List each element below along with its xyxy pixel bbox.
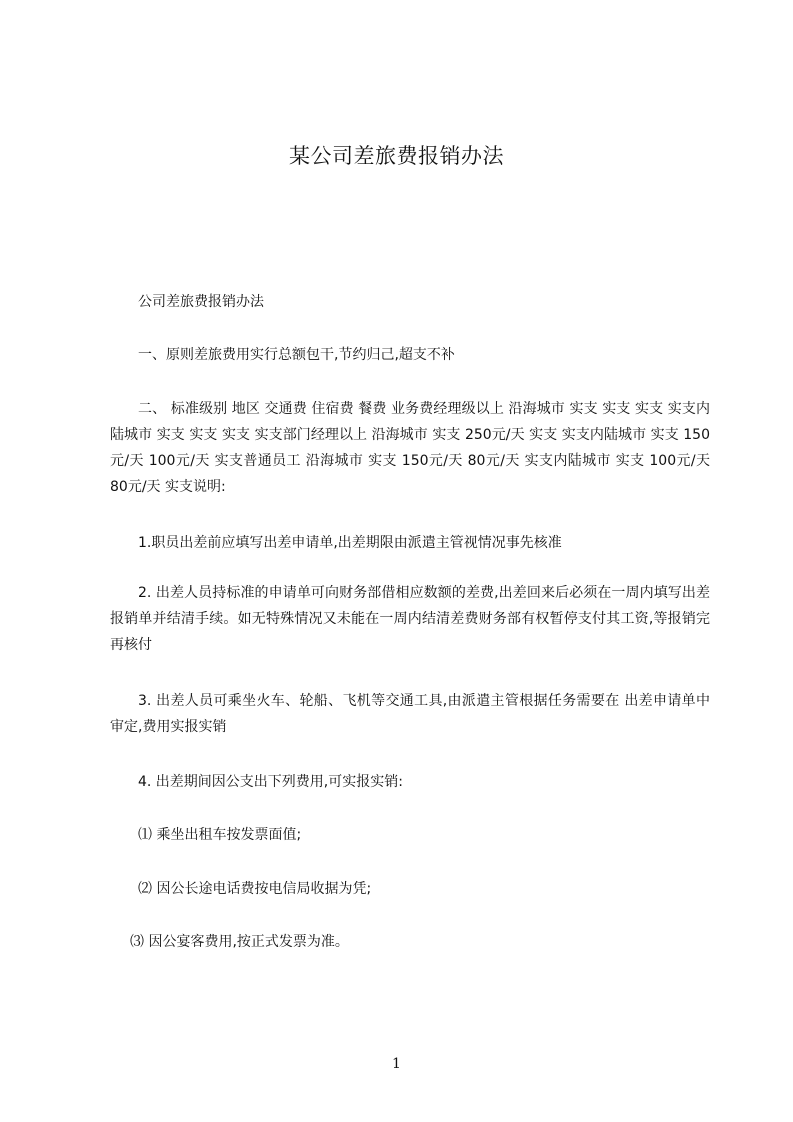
paragraph-subitem-1: ⑴ 乘坐出租车按发票面值; xyxy=(138,827,302,843)
paragraph-item-4: 4. 出差期间因公支出下列费用,可实报实销: xyxy=(138,774,403,790)
paragraph-item-2: 2. 出差人员持标准的申请单可向财务部借相应数额的差费,出差回来后必须在一周内填写出差报销单并结清手续。如无特殊情况又未能在一周内结清差费财务部有权暂停支付其工资,等报销完再核付 xyxy=(110,585,710,653)
page-number: 1 xyxy=(392,1056,401,1072)
paragraph-principle: 一、原则差旅费用实行总额包干,节约归己,超支不补 xyxy=(138,347,455,363)
paragraph-subitem-3: ⑶ 因公宴客费用,按正式发票为准。 xyxy=(130,934,349,950)
paragraph-item-3: 3. 出差人员可乘坐火车、轮船、飞机等交通工具,由派遣主管根据任务需要在 出差申请单中审定,费用实报实销 xyxy=(110,693,710,735)
paragraph-standards: 二、 标准级别 地区 交通费 住宿费 餐费 业务费经理级以上 沿海城市 实支 实支 实支 实支内陆城市 实支 实支 实支 实支部门经理以上 沿海城市 实支 250元/天 实支 实支内陆城市 实支 150元/天 100元/天 实支普通员工 沿海城市 实支 150元/天 80元/天 实支内陆城市 实支 100元/天 80元/天 实支说明: xyxy=(110,401,710,495)
paragraph-subitem-2: ⑵ 因公长途电话费按电信局收据为凭; xyxy=(138,881,372,897)
paragraph-heading: 公司差旅费报销办法 xyxy=(138,294,264,310)
paragraph-item-1: 1.职员出差前应填写出差申请单,出差期限由派遣主管视情况事先核准 xyxy=(138,535,562,551)
document-title: 某公司差旅费报销办法 xyxy=(289,144,504,168)
